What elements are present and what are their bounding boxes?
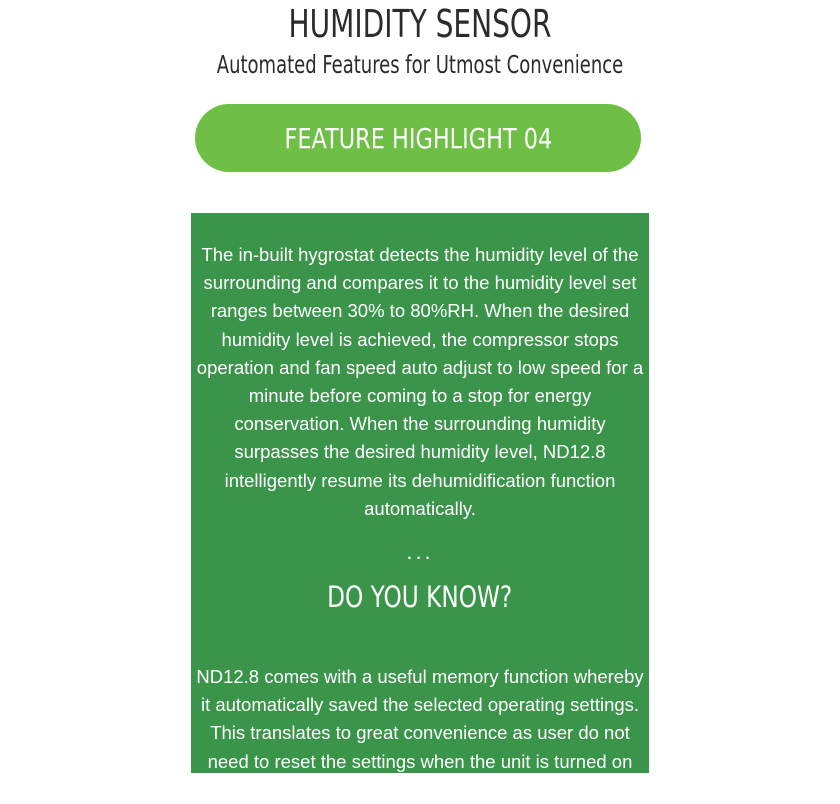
page-title: HUMIDITY SENSOR <box>288 2 552 46</box>
did-you-know-heading-text: DO YOU KNOW? <box>327 580 513 615</box>
feature-description-text: The in-built hygrostat detects the humidity level of the surrounding and compares it to the humidity level set ranges between 30% to 80%RH. When the desired humidity level is achieved, the compressor stops operation and fan speed auto adjust to low speed for a minute before coming to a stop for energy conservation. When the surrounding humidity surpasses the desired humidity level, ND12.8 intelligently resume its dehumidification function automatically. <box>196 244 644 519</box>
feature-highlight-label: FEATURE HIGHLIGHT 04 <box>284 121 552 155</box>
did-you-know-text: ND12.8 comes with a useful memory function whereby it automatically saved the selected operating settings. This translates to great convenience as user do not need to reset the settings when the unit is turned on again. <box>196 666 644 800</box>
section-separator: ... <box>406 539 434 565</box>
did-you-know-heading <box>195 579 645 615</box>
feature-highlight-badge <box>195 104 641 172</box>
page-subtitle: Automated Features for Utmost Convenience <box>216 50 624 79</box>
feature-description-panel <box>191 213 649 800</box>
